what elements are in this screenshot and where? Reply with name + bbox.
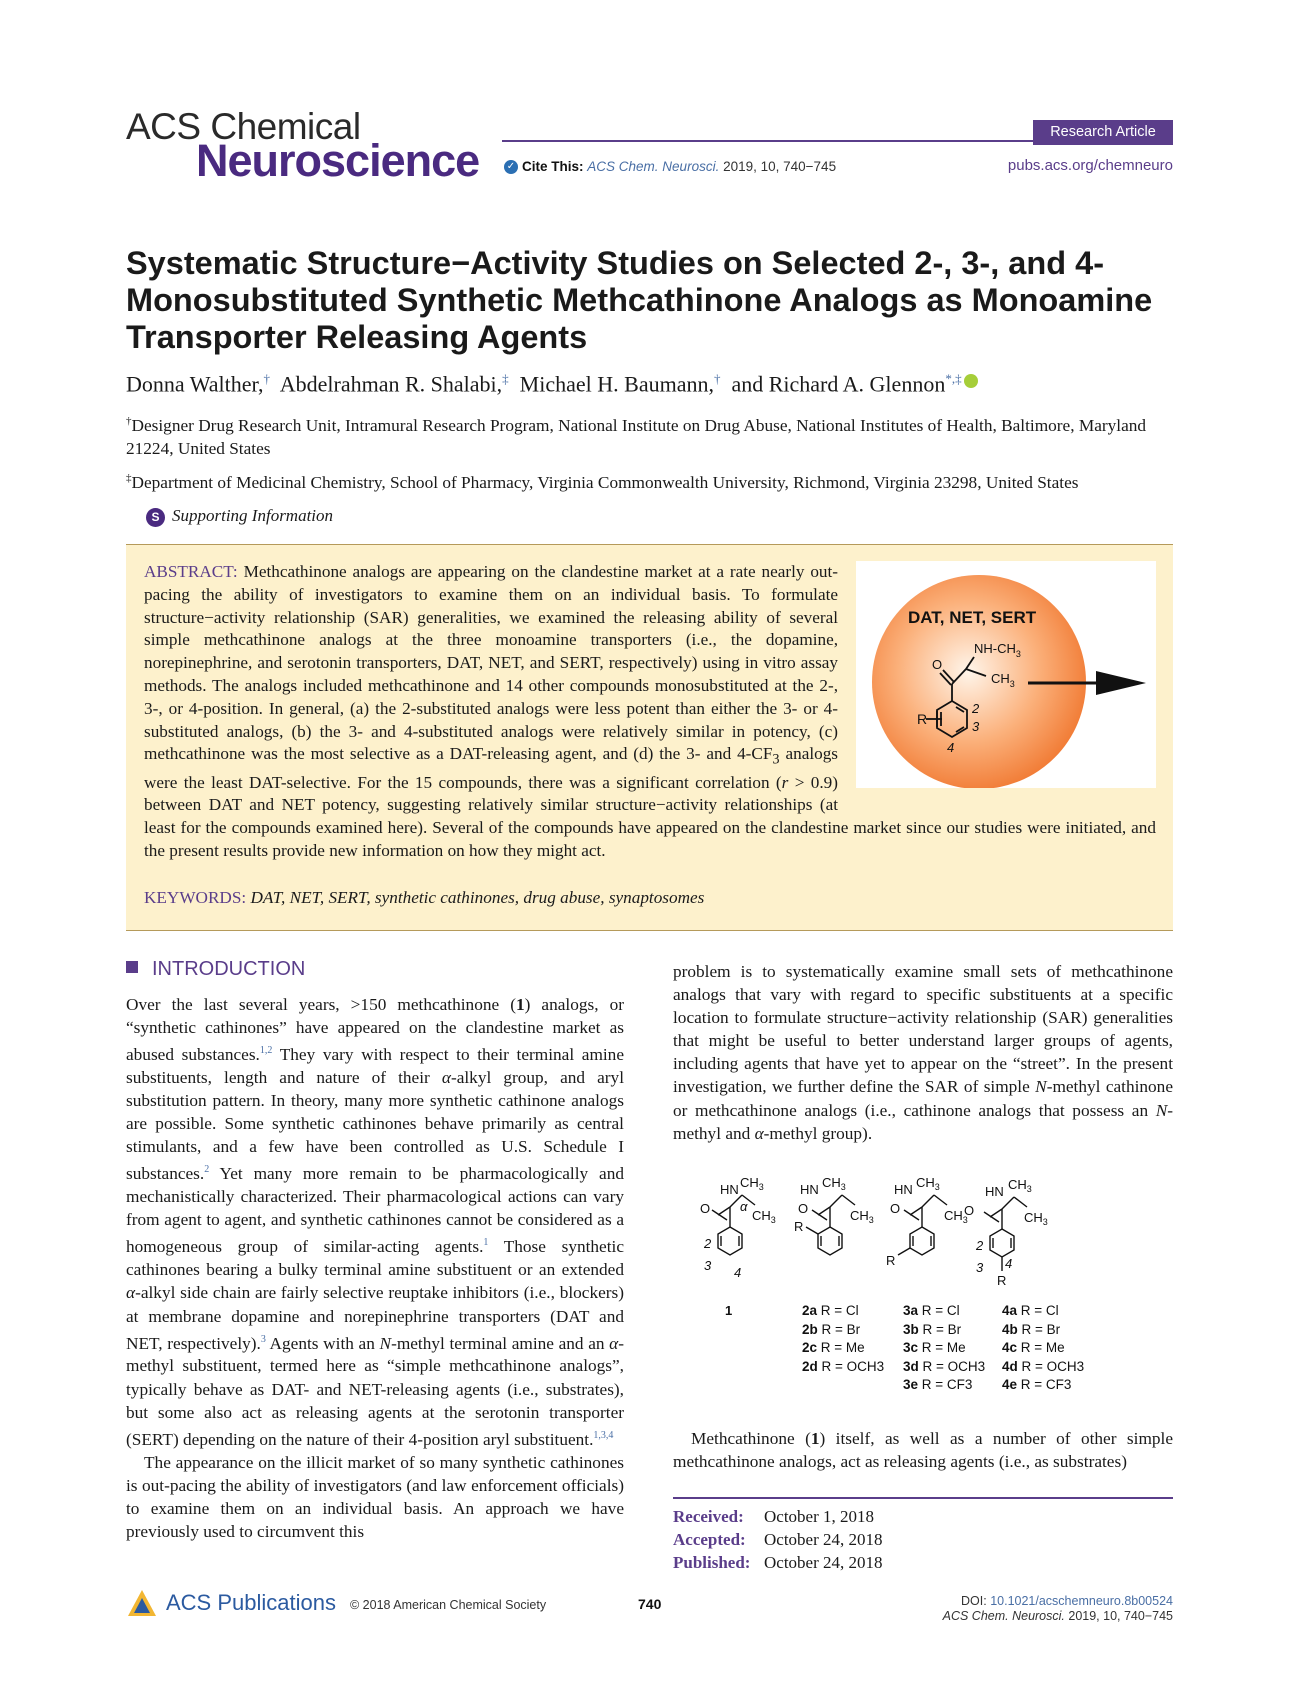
toc-pos2: 2: [972, 701, 980, 716]
svg-text:HN: HN: [800, 1182, 819, 1197]
abstract-r: r: [781, 772, 789, 792]
svg-text:HN: HN: [894, 1182, 913, 1197]
date-row: Accepted: October 24, 2018: [673, 1530, 883, 1549]
toc-svg: [856, 561, 1156, 788]
author-name[interactable]: Donna Walther,: [126, 371, 264, 397]
author-mark: †: [713, 371, 721, 386]
svg-text:CH3: $CH_3$: [850, 1208, 874, 1225]
doi-block: [850, 1594, 1173, 1624]
svg-text:R: R: [794, 1219, 804, 1234]
affiliation: [126, 410, 1176, 460]
toc-arrow-head: [1096, 671, 1146, 695]
compound-1-label: 1: [725, 1303, 733, 1318]
structure-2: [806, 1195, 855, 1255]
svg-text:O: O: [798, 1201, 809, 1216]
svg-text:3: 3: [976, 1260, 984, 1275]
svg-text:O: O: [890, 1201, 901, 1216]
section-square-icon: [126, 961, 138, 973]
publication-dates: [673, 1505, 883, 1574]
abstract-body: Methcathinone analogs are appearing on the clandestine market at a rate nearly out-pacing the ability of investigators to examine them on an individual basis. To formulate structure−activity relationship (SAR) generalities, we examined the releasing ability of several simple methcathinone analogs at the three monoamine transporters (i.e., the dopamine, norepinephrine, and serotonin transporters, DAT, NET, and SERT, respectively) using in vitro assay methods. The analogs included methcathinone and 14 other compounds monosubstituted at the 2-, 3-, or 4-position. In general, (a) the 2-substituted analogs were less potent than either the 3- or 4-substituted analogs, (b) the 3- and 4-substituted analogs were relatively similar in potency, (c) methcathinone was the most selective as a DAT-releasing agent, and (d) the 3- and 4-CF: [144, 562, 839, 764]
citation-link[interactable]: 1,3,4: [593, 1429, 614, 1441]
svg-text:R: R: [997, 1273, 1007, 1288]
affiliation-text: Designer Drug Research Unit, Intramural Research Program, National Institute on Drug Abuse, National Institutes of Health, Baltimore, Maryland 21224, United States: [126, 415, 1147, 458]
citation-link[interactable]: 3: [260, 1333, 266, 1345]
affiliation-mark: ‡: [126, 472, 132, 484]
series-4-labels: 4a R = Cl 4b R = Br 4c R = Me 4d R = OCH3 4e R = CF3: [1002, 1303, 1085, 1392]
doi-label: DOI:: [961, 1594, 987, 1608]
svg-text:HN: HN: [985, 1184, 1004, 1199]
page-number: 740: [638, 1596, 662, 1612]
citation-link[interactable]: 1,2: [259, 1045, 273, 1057]
citation-link[interactable]: 2: [204, 1164, 210, 1176]
copyright: © 2018 American Chemical Society: [350, 1598, 547, 1612]
citation-tail: 2019, 10, 740−745: [1068, 1609, 1173, 1623]
toc-r-label: R: [917, 711, 928, 727]
svg-text:2: 2: [976, 1238, 984, 1253]
svg-text:R: R: [886, 1253, 896, 1268]
affiliation: [126, 467, 1176, 494]
svg-text:3: 3: [704, 1258, 712, 1273]
svg-text:CH3: $CH_3$: [822, 1175, 846, 1192]
author-name[interactable]: Abdelrahman R. Shalabi,: [279, 371, 503, 397]
series-3-labels: 3a R = Cl 3b R = Br 3c R = Me 3d R = OCH3 3e R = CF3: [903, 1303, 986, 1392]
svg-text:CH3: $CH_3$: [752, 1208, 776, 1225]
toc-ch3-label: $CH_3$: [991, 671, 1015, 689]
author-mark: ‡: [502, 371, 509, 386]
cite-label: Cite This:: [522, 159, 584, 174]
keywords-heading: KEYWORDS:: [144, 888, 247, 907]
structures-figure: [700, 1175, 1180, 1425]
svg-text:4: 4: [734, 1265, 742, 1280]
structure-3: [898, 1195, 947, 1255]
author-list: [126, 371, 1226, 397]
toc-nh-label: $NH-CH_3$: [974, 641, 1021, 659]
affiliation-mark: †: [126, 415, 132, 427]
citation-link[interactable]: 1: [483, 1237, 489, 1249]
svg-text:CH3: $CH_3$: [916, 1175, 940, 1192]
journal-name-top: ACS Chemical: [126, 106, 361, 147]
intro-left-column: [126, 993, 624, 1543]
toc-pos3: 3: [972, 719, 980, 734]
toc-pos4: 4: [947, 740, 955, 755]
svg-text:CH3: $CH_3$: [944, 1208, 968, 1225]
date-row: Received: October 1, 2018: [673, 1507, 875, 1526]
intro-paragraph-1: Over the last several years, >150 methcathinone (1) analogs, or “synthetic cathinones” have appeared on the clandestine market as abused substances.$^{1,2}$ They vary with respect to their terminal amine substituents, length and nature of their α-alkyl group, and aryl substitution pattern. In theory, many more synthetic cathinone analogs are possible. Some synthetic cathinones behave primarily as central stimulants, and a few have been controlled as U.S. Schedule I substances.$^2$ Yet many more remain to be pharmacologically and mechanistically characterized. Their pharmacological actions can vary from agent to agent, and synthetic cathinones cannot be considered as a homogeneous group of similar-acting agents.$^1$ Those synthetic cathinones bearing a bulky terminal amine substituent or an extended α-alkyl side chain are fairly selective reuptake inhibitors (i.e., blockers) at membrane dopamine and norepinephrine transporters (DAT and NET, respectively).$^3$ Agents with an N-methyl terminal amine and an α-methyl substituent, termed here as “simple methcathinone analogs”, typically behave as DAT- and NET-releasing agents (i.e., substrates), but some also act as releasing agents at the serotonin transporter (SERT) depending on the nature of their 4-position aryl substituent.$^{1,3,4}$: [126, 995, 625, 1449]
series-2-labels: 2a R = Cl 2b R = Br 2c R = Me 2d R = OCH3: [802, 1303, 885, 1374]
svg-text:4: 4: [1005, 1256, 1013, 1271]
intro-right-paragraph-2: Methcathinone (1) itself, as well as a number of other simple methcathinone analogs, act as releasing agents (i.e., as substrates): [673, 1429, 1173, 1472]
svg-text:CH3: $CH_3$: [1024, 1210, 1048, 1227]
check-icon: ✓: [504, 160, 518, 174]
abstract-heading: ABSTRACT:: [144, 562, 238, 581]
supporting-info-icon[interactable]: S: [146, 508, 165, 527]
cite-this-link[interactable]: [522, 159, 836, 174]
svg-text:CH3: $CH_3$: [740, 1175, 764, 1192]
orcid-icon[interactable]: [964, 374, 978, 388]
cite-volume: 2019, 10, 740−745: [723, 159, 837, 174]
svg-text:O: O: [700, 1201, 711, 1216]
section-heading-text: INTRODUCTION: [152, 958, 306, 980]
abstract-sub: 3: [772, 751, 780, 768]
svg-text:O: O: [964, 1203, 975, 1218]
svg-text:HN: HN: [720, 1182, 739, 1197]
dates-rule: [673, 1497, 1173, 1499]
section-heading: [126, 958, 305, 981]
svg-text:2: 2: [704, 1236, 712, 1251]
article-type-badge: Research Article: [1033, 120, 1173, 145]
supporting-info-link[interactable]: Supporting Information: [172, 506, 334, 525]
structure-1: [712, 1195, 755, 1255]
doi-link[interactable]: 10.1021/acschemneuro.8b00524: [990, 1594, 1173, 1608]
toc-o-label: O: [932, 657, 943, 672]
toc-transporter-label: DAT, NET, SERT: [908, 608, 1037, 627]
intro-paragraph-2: The appearance on the illicit market of so many synthetic cathinones is out-pacing the ability of investigators (and law enforcement officials) to examine them on an individual basis. An approach we have previously used to circumvent this: [126, 1452, 624, 1541]
author-name[interactable]: and Richard A. Glennon: [731, 371, 946, 397]
abstract-body-3: > 0.9) between DAT and NET potency, suggesting relatively similar structure−activity relationships (at least for the compounds examined here). Several of the compounds have appeared on the clandestine market since our studies were initiated, and the present results provide new information on how they might act.: [144, 772, 1156, 860]
toc-graphic: [856, 561, 1156, 788]
journal-name-bottom: Neuroscience: [196, 135, 480, 186]
svg-text:α: α: [740, 1199, 748, 1214]
article-title: Systematic Structure−Activity Studies on Selected 2-, 3-, and 4-Monosubstituted Synthetic Methcathinone Analogs as Monoamine Transporter Releasing Agents: [126, 245, 1153, 355]
abstract-body-2: analogs were the least DAT-selective. For the 15 compounds, there was a significant correlation (: [144, 744, 838, 792]
keywords-list: DAT, NET, SERT, synthetic cathinones, drug abuse, synaptosomes: [250, 888, 705, 907]
author-name[interactable]: Michael H. Baumann,: [519, 371, 714, 397]
affiliation-text: Department of Medicinal Chemistry, School of Pharmacy, Virginia Commonwealth University, Richmond, Virginia 23298, United States: [131, 472, 1079, 492]
cite-journal: ACS Chem. Neurosci.: [587, 159, 720, 174]
svg-text:CH3: $CH_3$: [1008, 1177, 1032, 1194]
acs-logo-icon[interactable]: [126, 1588, 158, 1620]
keywords: [144, 888, 704, 908]
date-row: Published: October 24, 2018: [673, 1553, 883, 1572]
abstract-text: [144, 561, 1156, 863]
intro-right-column: problem is to systematically examine small sets of methcathinone analogs that vary with regard to specific substituents at a specific location to formulate structure−activity relationship (SAR) generalities that might be useful to better understand larger groups of agents, including agents that have yet to appear on the “street”. In the present investigation, we further define the SAR of simple N-methyl cathinone or methcathinone analogs (i.e., cathinone analogs that possess an N-methyl and α-methyl group).: [673, 962, 1173, 1143]
author-mark: *,‡: [945, 371, 962, 386]
author-mark: †: [263, 371, 270, 386]
publisher-name[interactable]: ACS Publications: [166, 1590, 336, 1615]
journal-url-link[interactable]: pubs.acs.org/chemneuro: [1007, 157, 1173, 174]
citation-journal: ACS Chem. Neurosci.: [942, 1609, 1065, 1623]
